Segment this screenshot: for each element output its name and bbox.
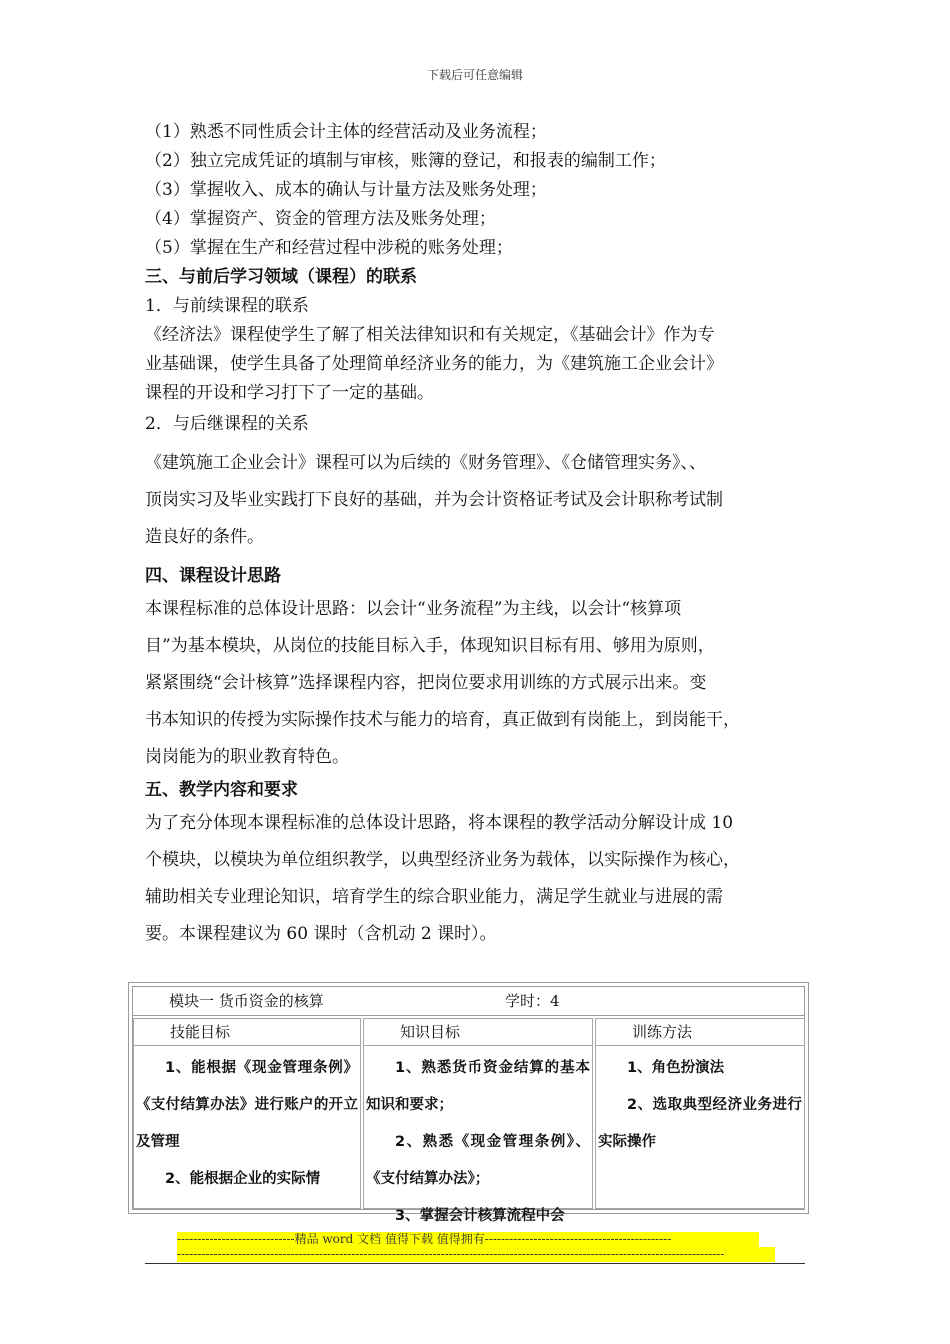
- table-cell-item: 2、选取典型经济业务进行实际操作: [598, 1097, 802, 1150]
- footer-banner: -----------------------------精品 word 文档 值得下载 值得拥有----------------------------------------------: [177, 1232, 759, 1247]
- paragraph-line: 为了充分体现本课程标准的总体设计思路，将本课程的教学活动分解设计成 10: [145, 813, 734, 833]
- column-header: 知识目标: [364, 1019, 592, 1046]
- document-body: [145, 118, 825, 953]
- paragraph-line: 个模块，以模块为单位组织教学，以典型经济业务为载体，以实际操作为核心，: [145, 850, 740, 870]
- footer-banner-rule: ---------------------------------------------------------------------------------------------------------------------------------------: [177, 1247, 775, 1262]
- module-hours: 学时：4: [505, 992, 560, 1010]
- paragraph: [145, 591, 825, 776]
- footer-divider: [145, 1263, 805, 1264]
- paragraph-line: 《经济法》课程使学生了解了相关法律知识和有关规定，《基础会计》作为专: [145, 325, 715, 345]
- skill-goals-column: [133, 1018, 361, 1209]
- table-cell-item: 3、掌握会计核算流程中会: [395, 1208, 565, 1224]
- column-header: 训练方法: [596, 1019, 804, 1046]
- module-table: [128, 982, 809, 1224]
- list-item: （1）熟悉不同性质会计主体的经营活动及业务流程；: [145, 122, 547, 142]
- paragraph-line: 要。本课程建议为 60 课时（含机动 2 课时）。: [145, 924, 497, 944]
- column-body: [364, 1046, 592, 1235]
- table-cell-item: 1、熟悉货币资金结算的基本知识和要求；: [366, 1060, 590, 1113]
- list-item: （5）掌握在生产和经营过程中涉税的账务处理；: [145, 238, 513, 258]
- subsection-heading: 2．与后继课程的关系: [145, 414, 309, 434]
- paragraph: [145, 321, 825, 408]
- paragraph-line: 课程的开设和学习打下了一定的基础。: [145, 383, 434, 403]
- table-cell-item: 1、角色扮演法: [627, 1060, 725, 1076]
- column-header: 技能目标: [134, 1019, 360, 1046]
- section-heading: 三、与前后学习领域（课程）的联系: [145, 267, 417, 287]
- paragraph-line: 辅助相关专业理论知识，培育学生的综合职业能力，满足学生就业与进展的需: [145, 887, 723, 907]
- paragraph-line: 目”为基本模块，从岗位的技能目标入手，体现知识目标有用、够用为原则，: [145, 636, 715, 656]
- list-item: （2）独立完成凭证的填制与审核，账簿的登记，和报表的编制工作；: [145, 151, 666, 171]
- paragraph-line: 造良好的条件。: [145, 527, 264, 547]
- paragraph-line: 本课程标准的总体设计思路：以会计“业务流程”为主线，以会计“核算项: [145, 599, 682, 619]
- column-body: [596, 1046, 804, 1161]
- subsection-heading: 1．与前续课程的联系: [145, 296, 309, 316]
- list-item: （3）掌握收入、成本的确认与计量方法及账务处理；: [145, 180, 547, 200]
- list-item: （4）掌握资产、资金的管理方法及账务处理；: [145, 209, 496, 229]
- table-cell-item: 2、能根据企业的实际情: [165, 1171, 321, 1187]
- column-body: [134, 1046, 360, 1198]
- paragraph-line: 紧紧围绕“会计核算”选择课程内容，把岗位要求用训练的方式展示出来。变: [145, 673, 707, 693]
- module-title-row: [133, 987, 804, 1016]
- paragraph: [145, 805, 825, 953]
- paragraph: [145, 445, 825, 556]
- intro-list: [145, 118, 825, 263]
- table-cell-item: 2、熟悉《现金管理条例》、《支付结算办法》；: [366, 1134, 590, 1187]
- paragraph-line: 顶岗实习及毕业实践打下良好的基础，并为会计资格证考试及会计职称考试制: [145, 490, 723, 510]
- section-heading: 四、课程设计思路: [145, 566, 281, 586]
- table-cell-item: 1、能根据《现金管理条例》《支付结算办法》进行账户的开立及管理: [136, 1060, 358, 1150]
- paragraph-line: 书本知识的传授为实际操作技术与能力的培育，真正做到有岗能上，到岗能干，: [145, 710, 740, 730]
- paragraph-line: 业基础课，使学生具备了处理简单经济业务的能力，为《建筑施工企业会计》: [145, 354, 723, 374]
- paragraph-line: 《建筑施工企业会计》课程可以为后续的《财务管理》、《仓储管理实务》、、: [145, 453, 706, 473]
- paragraph-line: 岗岗能为的职业教育特色。: [145, 747, 349, 767]
- knowledge-goals-column: [363, 1018, 593, 1224]
- section-heading: 五、教学内容和要求: [145, 780, 298, 800]
- module-table-frame: [132, 986, 805, 1224]
- page-header: 下载后可任意编辑: [426, 68, 523, 82]
- training-methods-column: [595, 1018, 805, 1209]
- module-title: 模块一 货币资金的核算: [169, 992, 324, 1010]
